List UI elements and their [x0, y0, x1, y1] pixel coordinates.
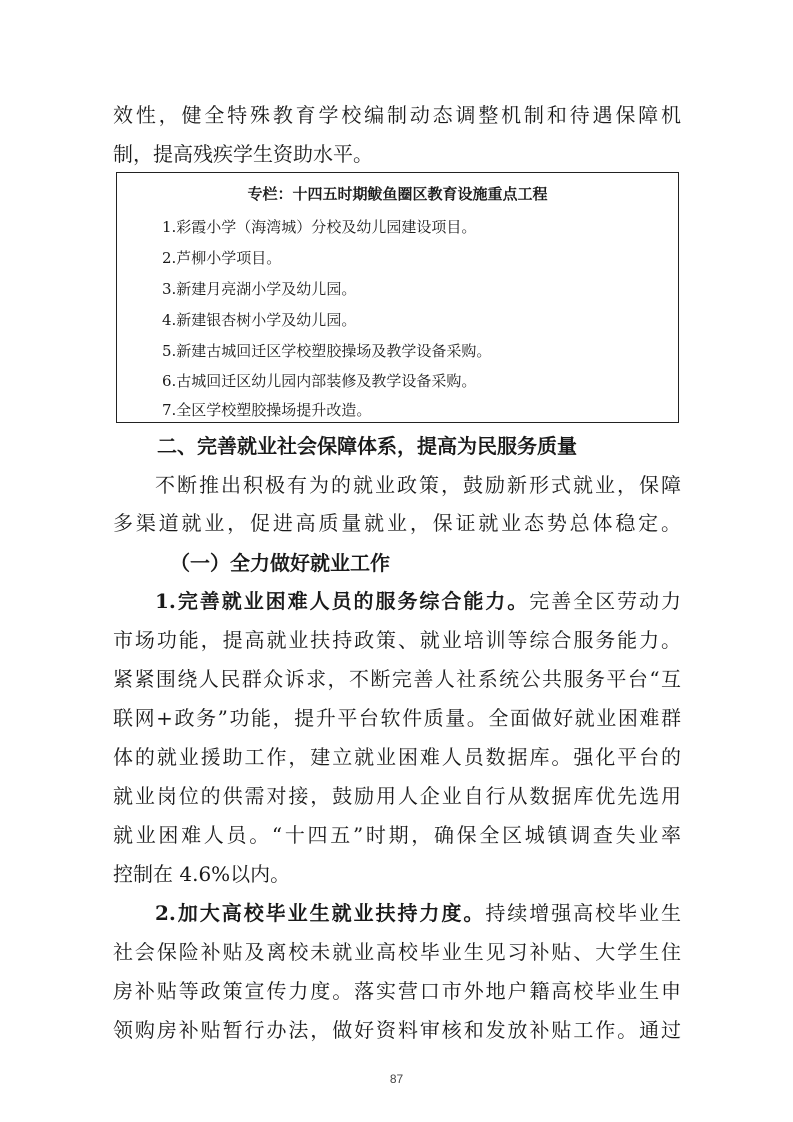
body-line: 社会保险补贴及离校未就业高校毕业生见习补贴、大学生住 — [113, 940, 681, 964]
section-heading: 二、完善就业社会保障体系，提高为民服务质量 — [157, 434, 577, 458]
body-line — [155, 589, 681, 613]
body-line: 领购房补贴暂行办法，做好资料审核和发放补贴工作。通过 — [113, 1018, 681, 1042]
feature-box-item: 6.古城回迁区幼儿园内部装修及教学设备采购。 — [162, 372, 477, 390]
item-lead: 1.完善就业困难人员的服务综合能力。 — [155, 589, 530, 613]
feature-box-item: 1.彩霞小学（海湾城）分校及幼儿园建设项目。 — [162, 218, 477, 236]
body-line: 多渠道就业，促进高质量就业，保证就业态势总体稳定。 — [113, 511, 681, 535]
body-line: 不断推出积极有为的就业政策，鼓励新形式就业，保障 — [155, 473, 681, 497]
body-line — [155, 901, 681, 925]
item-text: 完善全区劳动力 — [529, 589, 682, 613]
body-line: 市场功能，提高就业扶持政策、就业培训等综合服务能力。 — [113, 628, 681, 652]
feature-box-item: 3.新建月亮湖小学及幼儿园。 — [162, 280, 357, 298]
body-line: 联网+政务”功能，提升平台软件质量。全面做好就业困难群 — [113, 706, 681, 730]
feature-box-item: 7.全区学校塑胶操场提升改造。 — [162, 401, 372, 419]
page-number: 87 — [389, 1072, 404, 1086]
body-line: 控制在 4.6%以内。 — [113, 862, 291, 886]
body-line: 就业岗位的供需对接，鼓励用人企业自行从数据库优先选用 — [113, 784, 681, 808]
body-line: 紧紧围绕人民群众诉求，不断完善人社系统公共服务平台“互 — [113, 667, 681, 691]
intro-line-1: 效性，健全特殊教育学校编制动态调整机制和待遇保障机 — [113, 103, 681, 127]
subsection-heading: （一）全力做好就业工作 — [170, 551, 390, 575]
feature-box-item: 2.芦柳小学项目。 — [162, 249, 282, 267]
feature-box-item: 4.新建银杏树小学及幼儿园。 — [162, 311, 357, 329]
body-line: 房补贴等政策宣传力度。落实营口市外地户籍高校毕业生申 — [113, 979, 681, 1003]
intro-line-2: 制，提高残疾学生资助水平。 — [113, 142, 373, 166]
feature-box-title: 专栏：十四五时期鲅鱼圈区教育设施重点工程 — [247, 185, 548, 203]
feature-box-item: 5.新建古城回迁区学校塑胶操场及教学设备采购。 — [162, 342, 492, 360]
item-lead: 2.加大高校毕业生就业扶持力度。 — [155, 901, 486, 925]
body-line: 就业困难人员。“十四五”时期，确保全区城镇调查失业率 — [113, 823, 681, 847]
body-line: 体的就业援助工作，建立就业困难人员数据库。强化平台的 — [113, 745, 681, 769]
feature-box — [116, 172, 679, 423]
item-text: 持续增强高校毕业生 — [485, 901, 682, 925]
